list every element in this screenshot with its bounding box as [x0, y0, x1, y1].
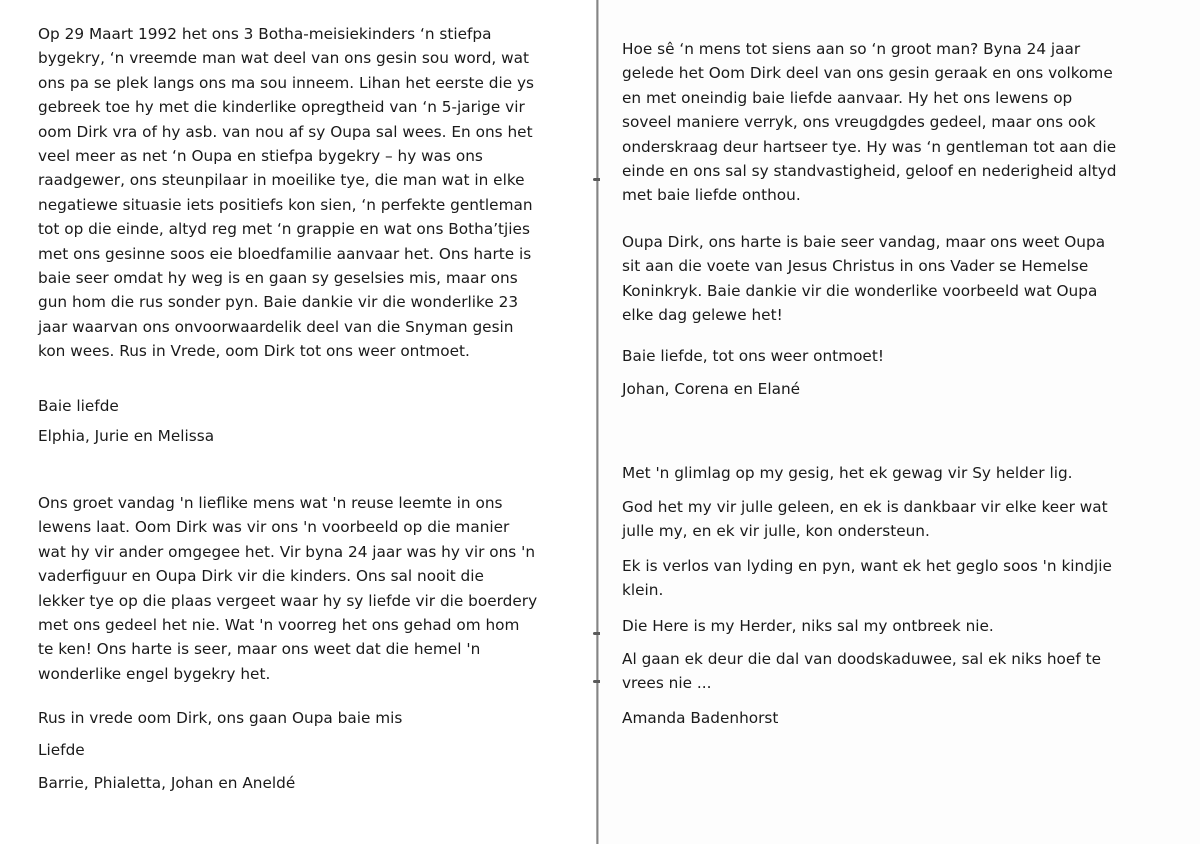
page-fold — [596, 0, 599, 844]
text-line: oom Dirk vra of hy asb. van nou af sy Oupa sal wees. En ons het — [38, 122, 533, 141]
text-line: klein. — [622, 581, 664, 600]
text-line: Hoe sê ‘n mens tot siens aan so ‘n groot man? Byna 24 jaar — [622, 40, 1081, 58]
signature: Elphia, Jurie en Melissa — [38, 427, 215, 445]
poem-line-5 — [622, 647, 1182, 696]
text-line: en met oneindig baie liefde aanvaar. Hy het ons lewens op — [622, 88, 1073, 107]
text-line: Ons groet vandag 'n lieflike mens wat 'n reuse leemte in ons — [38, 494, 503, 512]
right-page — [600, 0, 1200, 844]
text-line: baie seer omdat hy weg is en gaan sy geselsies mis, maar ons — [38, 269, 518, 288]
text-line: Ek is verlos van lyding en pyn, want ek het geglo soos 'n kindjie — [622, 557, 1112, 575]
poem-line-1 — [622, 461, 1182, 485]
tribute-barrie — [38, 491, 583, 686]
signature: Barrie, Phialetta, Johan en Aneldé — [38, 774, 296, 792]
text-line: Oupa Dirk, ons harte is baie seer vandag, maar ons weet Oupa — [622, 233, 1106, 251]
text-line: Met 'n glimlag op my gesig, het ek gewag vir Sy helder lig. — [622, 464, 1073, 482]
poem-line-4 — [622, 614, 1182, 638]
farewell-text: Rus in vrede oom Dirk, ons gaan Oupa baie mis — [38, 709, 403, 727]
text-line: negatiewe situasie iets positiefs kon sien, ‘n perfekte gentleman — [38, 195, 533, 214]
text-line: met ons gesinne soos eie bloedfamilie aanvaar het. Ons harte is — [38, 244, 532, 263]
tribute-johan-para1 — [622, 37, 1182, 208]
text-line: vrees nie ... — [622, 674, 712, 693]
text-line: Op 29 Maart 1992 het ons 3 Botha-meisiekinders ‘n stiefpa — [38, 25, 492, 43]
tribute-johan-para2 — [622, 230, 1182, 328]
poem-line-3 — [622, 554, 1182, 603]
text-line: gun hom die rus sonder pyn. Baie dankie vir die wonderlike 23 — [38, 293, 519, 312]
text-line: Koninkryk. Baie dankie vir die wonderlike voorbeeld wat Oupa — [622, 281, 1098, 300]
text-line: elke dag gelewe het! — [622, 306, 783, 325]
text-line: God het my vir julle geleen, en ek is dankbaar vir elke keer wat — [622, 498, 1108, 516]
text-line: raadgewer, ons steunpilaar in moeilike tye, die man wat in elke — [38, 171, 525, 190]
signature: Johan, Corena en Elané — [622, 380, 801, 398]
text-line: lekker tye op die plaas vergeet waar hy sy liefde vir die boerdery — [38, 591, 538, 610]
text-line: gelede het Oom Dirk deel van ons gesin geraak en ons volkome — [622, 64, 1113, 83]
closing-text: Baie liefde, tot ons weer ontmoet! — [622, 347, 884, 365]
text-line: onderskraag deur hartseer tye. Hy was ‘n gentleman tot aan die — [622, 137, 1117, 156]
text-line: jaar waarvan ons onvoorwaardelik deel van die Snyman gesin — [38, 317, 514, 336]
text-line: wonderlike engel bygekry het. — [38, 664, 271, 683]
text-line: bygekry, ‘n vreemde man wat deel van ons gesin sou word, wat — [38, 49, 530, 68]
text-line: met ons gedeel het nie. Wat 'n voorreg het ons gehad om hom — [38, 616, 520, 635]
text-line: kon wees. Rus in Vrede, oom Dirk tot ons weer ontmoet. — [38, 342, 470, 361]
text-line: einde en ons sal sy standvastigheid, geloof en nederigheid altyd — [622, 162, 1117, 181]
left-page — [0, 0, 598, 844]
text-line: met baie liefde onthou. — [622, 186, 801, 205]
text-line: lewens laat. Oom Dirk was vir ons 'n voorbeeld op die manier — [38, 518, 510, 537]
text-line: soveel maniere verryk, ons vreugdgdes gedeel, maar ons ook — [622, 113, 1096, 132]
tribute-elphia — [38, 22, 583, 364]
closing-text: Baie liefde — [38, 397, 119, 415]
poem-line-2 — [622, 495, 1182, 544]
text-line: te ken! Ons harte is seer, maar ons weet dat die hemel 'n — [38, 640, 481, 659]
text-line: ons pa se plek langs ons ma sou inneem. Lihan het eerste die ys — [38, 73, 534, 92]
signature: Amanda Badenhorst — [622, 709, 779, 727]
text-line: veel meer as net ‘n Oupa en stiefpa bygekry – hy was ons — [38, 147, 483, 166]
text-line: gebreek toe hy met die kinderlike opregtheid van ‘n 5-jarige vir — [38, 98, 525, 117]
closing-text: Liefde — [38, 741, 85, 759]
text-line: Al gaan ek deur die dal van doodskaduwee, sal ek niks hoef te — [622, 650, 1101, 668]
text-line: Die Here is my Herder, niks sal my ontbreek nie. — [622, 617, 994, 635]
text-line: wat hy vir ander omgegee het. Vir byna 24 jaar was hy vir ons 'n — [38, 542, 536, 561]
text-line: sit aan die voete van Jesus Christus in ons Vader se Hemelse — [622, 257, 1089, 276]
text-line: vaderfiguur en Oupa Dirk vir die kinders. Ons sal nooit die — [38, 567, 484, 586]
text-line: tot op die einde, altyd reg met ‘n grappie en wat ons Botha’tjies — [38, 220, 530, 239]
text-line: julle my, en ek vir julle, kon ondersteun. — [622, 522, 930, 541]
